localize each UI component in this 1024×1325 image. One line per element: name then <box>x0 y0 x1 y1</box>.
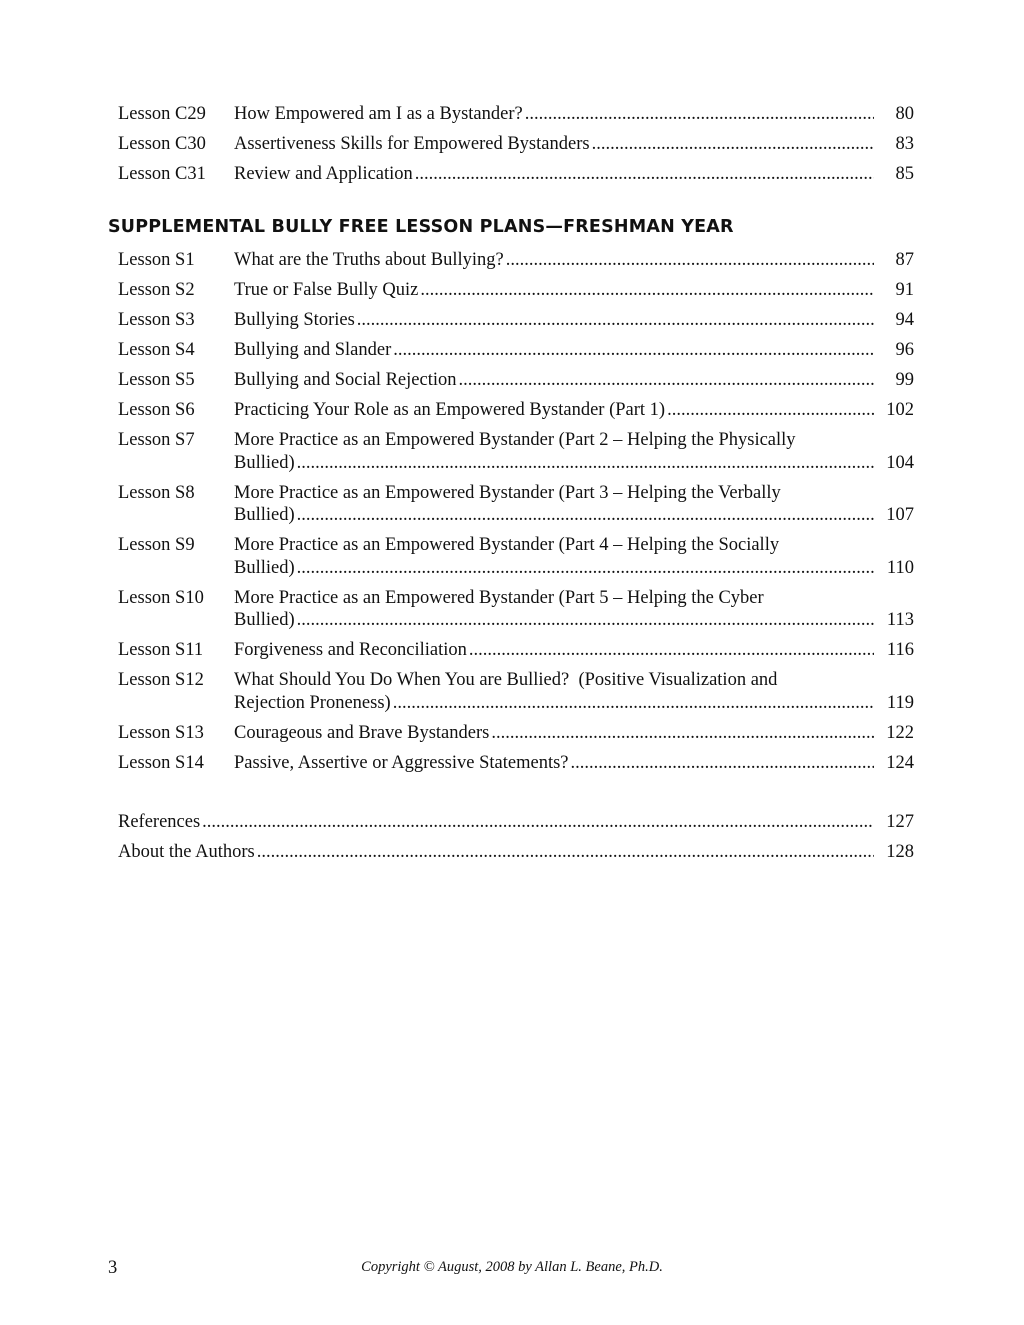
dot-leader <box>357 309 874 332</box>
lesson-title: Assertiveness Skills for Empowered Bystanders <box>234 134 590 154</box>
toc-top-section <box>118 103 914 193</box>
lesson-title: Bullying and Slander <box>234 340 392 360</box>
toc-entry-s13 <box>118 722 914 745</box>
lesson-number: Lesson C29 <box>118 104 206 124</box>
lesson-title: Bullying Stories <box>234 310 355 330</box>
toc-entry-s2 <box>118 279 914 302</box>
page-number: 83 <box>895 134 914 154</box>
lesson-number: Lesson S4 <box>118 340 195 360</box>
toc-supplemental-section <box>118 249 914 782</box>
page-number: 99 <box>895 370 914 390</box>
page-number: 116 <box>886 640 914 660</box>
lesson-title-line2: Bullied) <box>234 557 295 578</box>
lesson-title: True or False Bully Quiz <box>234 280 419 300</box>
toc-entry-s8 <box>118 482 914 527</box>
lesson-number: Lesson C31 <box>118 164 206 184</box>
toc-back-matter <box>118 811 914 871</box>
lesson-title-line1: More Practice as an Empowered Bystander (Part 2 – Helping the Physically <box>234 430 796 450</box>
toc-entry-s10 <box>118 587 914 632</box>
page-number: 113 <box>886 610 914 630</box>
page-number: 94 <box>895 310 914 330</box>
dot-leader <box>297 609 874 632</box>
page-number: 119 <box>886 692 914 713</box>
page-number: 124 <box>886 752 914 773</box>
dot-leader <box>458 369 874 392</box>
lesson-number: Lesson S2 <box>118 280 195 300</box>
page-number: 87 <box>895 250 914 270</box>
dot-leader <box>393 339 874 362</box>
lesson-title-line2: Rejection Proneness) <box>234 692 391 713</box>
dot-leader <box>202 811 874 834</box>
entry-title: References <box>118 812 201 832</box>
footer-copyright: Copyright © August, 2008 by Allan L. Beane, Ph.D. <box>361 1259 663 1275</box>
lesson-title: Forgiveness and Reconciliation <box>234 640 467 660</box>
lesson-title: Passive, Assertive or Aggressive Statements? <box>234 752 569 773</box>
dot-leader <box>297 452 874 475</box>
section-heading: SUPPLEMENTAL BULLY FREE LESSON PLANS—FRESHMAN YEAR <box>108 217 734 237</box>
dot-leader <box>415 163 874 186</box>
page-number: 110 <box>886 557 914 578</box>
toc-entry-s14 <box>118 752 914 775</box>
lesson-number: Lesson S1 <box>118 250 195 270</box>
lesson-title-line1: What Should You Do When You are Bullied? (Positive Visualization and <box>234 670 778 690</box>
dot-leader <box>571 752 875 775</box>
lesson-title: What are the Truths about Bullying? <box>234 250 504 270</box>
toc-entry-s5 <box>118 369 914 392</box>
page-number: 85 <box>895 164 914 184</box>
lesson-title: Practicing Your Role as an Empowered Bystander (Part 1) <box>234 400 666 420</box>
dot-leader <box>506 249 874 272</box>
lesson-number: Lesson S12 <box>118 670 204 690</box>
lesson-title: Bullying and Social Rejection <box>234 370 457 390</box>
page-number: 127 <box>886 812 914 832</box>
toc-entry-s3 <box>118 309 914 332</box>
dot-leader <box>469 639 874 662</box>
dot-leader <box>667 399 874 422</box>
lesson-number: Lesson S10 <box>118 587 204 608</box>
page-number: 104 <box>886 452 914 473</box>
page-number: 122 <box>886 722 914 743</box>
lesson-number: Lesson S3 <box>118 310 195 330</box>
page-number: 91 <box>895 280 914 300</box>
toc-entry-s9 <box>118 534 914 579</box>
toc-entry-c30 <box>118 133 914 156</box>
lesson-title: Review and Application <box>234 164 413 184</box>
toc-entry-s6 <box>118 399 914 422</box>
toc-entry-s12 <box>118 669 914 714</box>
toc-entry-about-authors <box>118 841 914 864</box>
lesson-title: How Empowered am I as a Bystander? <box>234 104 523 124</box>
footer-page-number: 3 <box>108 1258 118 1278</box>
toc-entry-s11 <box>118 639 914 662</box>
dot-leader <box>257 841 874 864</box>
dot-leader <box>297 504 874 527</box>
toc-entry-c29 <box>118 103 914 126</box>
dot-leader <box>393 692 874 715</box>
dot-leader <box>297 557 874 580</box>
toc-entry-s7 <box>118 429 914 474</box>
toc-entry-c31 <box>118 163 914 186</box>
dot-leader <box>592 133 874 156</box>
dot-leader <box>491 722 874 745</box>
lesson-number: Lesson S8 <box>118 482 195 503</box>
lesson-title-line2: Bullied) <box>234 505 295 525</box>
toc-entry-s1 <box>118 249 914 272</box>
page-number: 107 <box>886 505 914 525</box>
lesson-title: Courageous and Brave Bystanders <box>234 722 490 743</box>
lesson-number: Lesson S5 <box>118 370 195 390</box>
toc-entry-references <box>118 811 914 834</box>
lesson-number: Lesson S14 <box>118 752 204 773</box>
lesson-number: Lesson S7 <box>118 430 195 450</box>
lesson-number: Lesson S6 <box>118 400 195 420</box>
page-number: 96 <box>895 340 914 360</box>
page-number: 128 <box>886 842 914 862</box>
entry-title: About the Authors <box>118 842 255 862</box>
page-number: 80 <box>895 104 914 124</box>
dot-leader <box>420 279 874 302</box>
lesson-number: Lesson S13 <box>118 722 204 743</box>
lesson-number: Lesson S9 <box>118 535 195 555</box>
lesson-number: Lesson S11 <box>118 640 204 660</box>
lesson-title-line2: Bullied) <box>234 452 295 473</box>
lesson-number: Lesson C30 <box>118 134 206 154</box>
toc-entry-s4 <box>118 339 914 362</box>
lesson-title-line1: More Practice as an Empowered Bystander (Part 4 – Helping the Socially <box>234 535 780 555</box>
lesson-title-line2: Bullied) <box>234 610 295 630</box>
dot-leader <box>525 103 874 126</box>
page-number: 102 <box>886 400 914 420</box>
lesson-title-line1: More Practice as an Empowered Bystander (Part 5 – Helping the Cyber <box>234 587 764 608</box>
lesson-title-line1: More Practice as an Empowered Bystander (Part 3 – Helping the Verbally <box>234 482 781 503</box>
